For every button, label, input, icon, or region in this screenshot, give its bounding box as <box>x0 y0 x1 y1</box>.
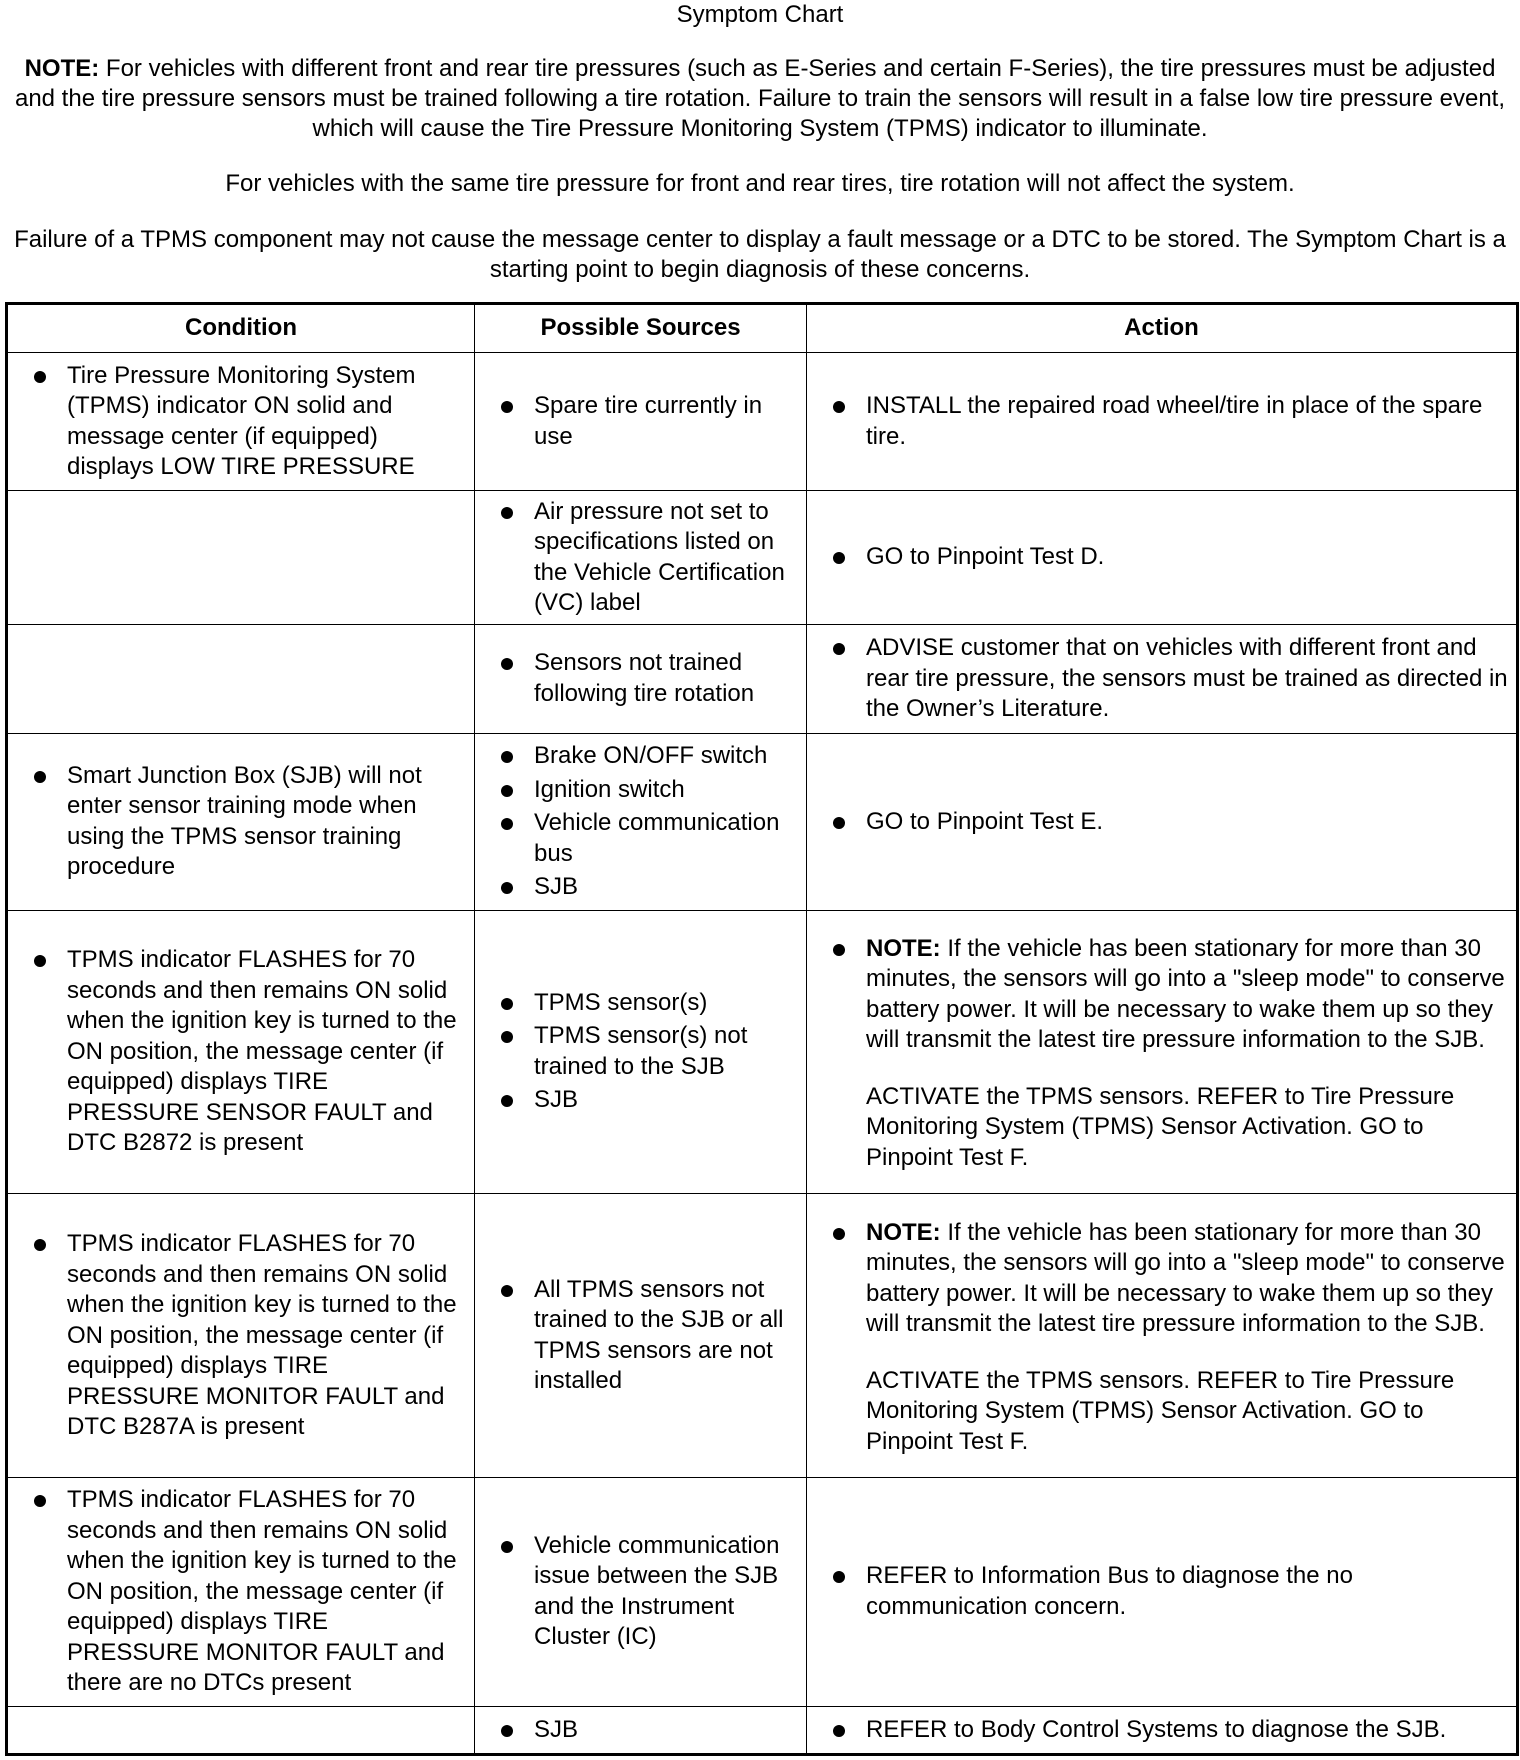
bullet-icon <box>34 1239 46 1251</box>
action-text: INSTALL the repaired road wheel/tire in place of the spare tire. <box>866 392 1483 450</box>
source-text: Ignition switch <box>534 775 685 803</box>
action-list <box>807 1561 1508 1622</box>
table-row <box>7 1194 1518 1478</box>
bullet-icon <box>501 401 513 413</box>
source-list <box>475 648 798 709</box>
bullet-icon <box>833 401 845 413</box>
condition-list <box>8 1229 466 1443</box>
table-row <box>7 734 1518 911</box>
bullet-icon <box>34 1495 46 1507</box>
bullet-icon <box>833 1228 845 1240</box>
action-cell <box>807 491 1518 624</box>
bullet-icon <box>501 785 513 797</box>
source-item <box>475 988 798 1019</box>
action-cell <box>807 1478 1518 1707</box>
header-condition: Condition <box>7 304 475 353</box>
source-item <box>475 775 798 806</box>
header-possible-sources: Possible Sources <box>475 304 807 353</box>
bullet-icon <box>501 1725 513 1737</box>
table-row <box>7 1478 1518 1707</box>
action-cell <box>807 1706 1518 1754</box>
condition-cell <box>7 491 475 624</box>
source-item <box>475 391 798 452</box>
intro-paragraph-3: Failure of a TPMS component may not cause the message center to display a fault message or a DTC to be stored. The Symptom Chart is a starting point to begin diagnosis of these concerns. <box>14 226 1506 283</box>
source-text: Spare tire currently in use <box>534 392 763 450</box>
source-text: TPMS sensor(s) <box>534 988 708 1016</box>
source-item <box>475 1715 798 1746</box>
action-cell <box>807 624 1518 733</box>
action-note-text: If the vehicle has been stationary for more than 30 minutes, the sensors will go into a "sleep mode" to conserve battery power. It will be necessary to wake them up so they will transmit the latest tire pressure information to the SJB. <box>866 934 1505 1054</box>
bullet-icon <box>501 1095 513 1107</box>
action-cell <box>807 734 1518 911</box>
source-item <box>475 808 798 869</box>
source-item <box>475 1085 798 1116</box>
action-list <box>807 934 1508 1056</box>
bullet-icon <box>501 998 513 1010</box>
action-item <box>807 1715 1508 1746</box>
action-cell <box>807 910 1518 1194</box>
source-text: Air pressure not set to specifications listed on the Vehicle Certification (VC) label <box>534 497 785 617</box>
action-item <box>807 807 1508 838</box>
action-followup-text: ACTIVATE the TPMS sensors. REFER to Tire Pressure Monitoring System (TPMS) Sensor Activation. GO to Pinpoint Test F. <box>866 1366 1455 1455</box>
bullet-icon <box>501 1031 513 1043</box>
possible-sources-cell <box>475 624 807 733</box>
bullet-icon <box>501 818 513 830</box>
source-item <box>475 872 798 903</box>
possible-sources-cell <box>475 910 807 1194</box>
condition-cell <box>7 1194 475 1478</box>
source-item <box>475 648 798 709</box>
condition-cell <box>7 353 475 491</box>
table-row <box>7 624 1518 733</box>
action-item <box>807 1218 1508 1340</box>
condition-cell <box>7 910 475 1194</box>
condition-item <box>8 1485 466 1699</box>
action-list <box>807 633 1508 725</box>
source-list <box>475 1715 798 1746</box>
table-header-row <box>7 304 1518 353</box>
source-item <box>475 1021 798 1082</box>
action-text: GO to Pinpoint Test E. <box>866 807 1104 835</box>
bullet-icon <box>833 1571 845 1583</box>
source-item <box>475 1531 798 1653</box>
possible-sources-cell <box>475 353 807 491</box>
condition-list <box>8 945 466 1159</box>
bullet-icon <box>501 1541 513 1553</box>
bullet-icon <box>833 643 845 655</box>
action-followup-text: ACTIVATE the TPMS sensors. REFER to Tire Pressure Monitoring System (TPMS) Sensor Activation. GO to Pinpoint Test F. <box>866 1082 1455 1171</box>
action-note-text: If the vehicle has been stationary for more than 30 minutes, the sensors will go into a "sleep mode" to conserve battery power. It will be necessary to wake them up so they will transmit the latest tire pressure information to the SJB. <box>866 1218 1505 1337</box>
action-item <box>807 934 1508 1056</box>
action-cell <box>807 353 1518 491</box>
action-list <box>807 1715 1508 1746</box>
table-row <box>7 491 1518 624</box>
action-note-label: NOTE: <box>866 934 941 962</box>
condition-cell <box>7 624 475 733</box>
intro-note-label: NOTE: <box>24 55 100 82</box>
bullet-icon <box>833 1725 845 1737</box>
source-list <box>475 1531 798 1653</box>
possible-sources-cell <box>475 1194 807 1478</box>
action-cell <box>807 1194 1518 1478</box>
table-row <box>7 353 1518 491</box>
source-text: Vehicle communication bus <box>534 809 780 867</box>
action-item <box>807 1561 1508 1622</box>
action-list <box>807 542 1508 573</box>
condition-cell <box>7 1706 475 1754</box>
intro-note-text: For vehicles with different front and rear tire pressures (such as E-Series and certain F-Series), the tire pressures must be adjusted and the tire pressure sensors must be trained following a tire rotation. Failure to train the sensors will result in a false low tire pressure event, which will cause the Tire Pressure Monitoring System (TPMS) indicator to illuminate. <box>14 55 1506 142</box>
bullet-icon <box>34 371 46 383</box>
condition-text: Tire Pressure Monitoring System (TPMS) indicator ON solid and message center (if equipped) displays LOW TIRE PRESSURE <box>67 361 416 481</box>
condition-item <box>8 1229 466 1443</box>
bullet-icon <box>501 882 513 894</box>
condition-text: TPMS indicator FLASHES for 70 seconds and then remains ON solid when the ignition key is turned to the ON position, the message center (if equipped) displays TIRE PRESSURE SENSOR FAULT and DTC B2872 is present <box>67 946 457 1157</box>
header-action: Action <box>807 304 1518 353</box>
action-item <box>807 542 1508 573</box>
possible-sources-cell <box>475 491 807 624</box>
source-text: Sensors not trained following tire rotation <box>534 649 755 707</box>
condition-cell <box>7 734 475 911</box>
intro-note <box>14 54 1506 144</box>
source-item <box>475 741 798 772</box>
condition-list <box>8 361 466 483</box>
intro-paragraph-2: For vehicles with the same tire pressure for front and rear tires, tire rotation will not affect the system. <box>225 170 1295 197</box>
source-list <box>475 497 798 619</box>
condition-item <box>8 761 466 883</box>
action-list <box>807 1218 1508 1340</box>
page-title: Symptom Chart <box>676 1 844 28</box>
bullet-icon <box>34 955 46 967</box>
action-note-label: NOTE: <box>866 1218 941 1246</box>
source-list <box>475 741 798 903</box>
action-text: GO to Pinpoint Test D. <box>866 543 1105 571</box>
possible-sources-cell <box>475 1478 807 1707</box>
action-item <box>807 633 1508 725</box>
bullet-icon <box>501 507 513 519</box>
source-text: Vehicle communication issue between the SJB and the Instrument Cluster (IC) <box>534 1531 780 1651</box>
source-text: SJB <box>534 873 579 901</box>
bullet-icon <box>501 751 513 763</box>
source-list <box>475 391 798 452</box>
bullet-icon <box>501 658 513 670</box>
source-text: SJB <box>534 1086 579 1114</box>
source-text: SJB <box>534 1715 579 1743</box>
source-text: TPMS sensor(s) not trained to the SJB <box>534 1022 748 1080</box>
action-list <box>807 807 1508 838</box>
condition-list <box>8 1485 466 1699</box>
condition-cell <box>7 1478 475 1707</box>
bullet-icon <box>501 1285 513 1297</box>
table-row <box>7 910 1518 1194</box>
source-item <box>475 1275 798 1397</box>
symptom-chart-table <box>5 302 1519 1756</box>
bullet-icon <box>833 944 845 956</box>
source-text: All TPMS sensors not trained to the SJB or all TPMS sensors are not installed <box>534 1275 784 1395</box>
bullet-icon <box>833 817 845 829</box>
condition-text: TPMS indicator FLASHES for 70 seconds and then remains ON solid when the ignition key is turned to the ON position, the message center (if equipped) displays TIRE PRESSURE MONITOR FAULT and DTC B287A is present <box>67 1230 457 1440</box>
condition-list <box>8 761 466 883</box>
condition-item <box>8 361 466 483</box>
source-text: Brake ON/OFF switch <box>534 742 768 770</box>
possible-sources-cell <box>475 734 807 911</box>
action-text: ADVISE customer that on vehicles with different front and rear tire pressure, the sensors must be trained as directed in the Owner’s Literature. <box>866 634 1508 723</box>
table-body <box>7 353 1518 1755</box>
possible-sources-cell <box>475 1706 807 1754</box>
source-item <box>475 497 798 619</box>
source-list <box>475 1275 798 1397</box>
action-list <box>807 391 1508 452</box>
action-text: REFER to Information Bus to diagnose the no communication concern. <box>866 1562 1353 1620</box>
table-row <box>7 1706 1518 1754</box>
bullet-icon <box>34 771 46 783</box>
condition-text: TPMS indicator FLASHES for 70 seconds and then remains ON solid when the ignition key is turned to the ON position, the message center (if equipped) displays TIRE PRESSURE MONITOR FAULT and there are no DTCs present <box>67 1486 457 1697</box>
bullet-icon <box>833 552 845 564</box>
source-list <box>475 988 798 1116</box>
action-text: REFER to Body Control Systems to diagnose the SJB. <box>866 1715 1447 1743</box>
condition-text: Smart Junction Box (SJB) will not enter sensor training mode when using the TPMS sensor training procedure <box>67 761 422 881</box>
condition-item <box>8 945 466 1159</box>
action-item <box>807 391 1508 452</box>
